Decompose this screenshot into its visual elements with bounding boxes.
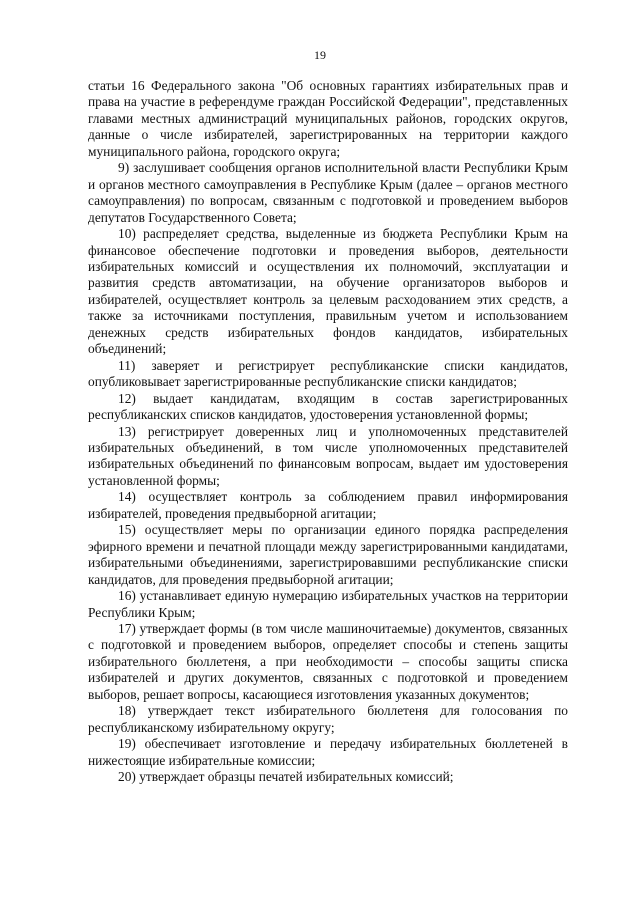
paragraph-item-20: 20) утверждает образцы печатей избирательных комиссий; — [118, 769, 454, 785]
paragraph-continuation: статьи 16 Федерального закона "Об основных гарантиях избирательных прав и права на участие в референдуме граждан Российской Федерации", представленных главами местных администраций муниципальных районов, городских округов, данные о числе избирателей, зарегистрированных на территории каждого муниципального района, городского округа; — [88, 78, 568, 159]
paragraph-item-16: 16) устанавливает единую нумерацию избирательных участков на территории Республики Крым; — [88, 588, 568, 620]
paragraph-item-17: 17) утверждает формы (в том числе машиночитаемые) документов, связанных с подготовкой и проведением выборов, определяет способы и степень защиты избирательного бюллетеня, а при необходимости – способы защиты списка избирателей и других документов, связанных с подготовкой и проведением выборов, решает вопросы, касающиеся изготовления указанных документов; — [88, 620, 568, 702]
paragraph-item-19: 19) обеспечивает изготовление и передачу избирательных бюллетеней в нижестоящие избирательные комиссии; — [88, 736, 568, 768]
paragraph-item-12: 12) выдает кандидатам, входящим в состав зарегистрированных республиканских списков кандидатов, удостоверения установленной формы; — [88, 390, 568, 423]
paragraph-item-10: 10) распределяет средства, выделенные из бюджета Республики Крым на финансовое обеспечение подготовки и проведения выборов, деятельности избирательных комиссий и осуществления их полномочий, эксплуатации и развития средств автоматизации, на обучение организаторов выборов и избирателей, осуществляет контроль за целевым расходованием этих средств, а также за источниками поступления, правильным учетом и использованием денежных средств избирательных фондов кандидатов, избирательных объединений; — [88, 226, 568, 357]
paragraph-item-14: 14) осуществляет контроль за соблюдением правил информирования избирателей, проведения предвыборной агитации; — [88, 489, 568, 521]
paragraph-item-13: 13) регистрирует доверенных лиц и уполномоченных представителей избирательных объединений, в том числе уполномоченных представителей избирательных объединений по финансовым вопросам, выдает им удостоверения установленной формы; — [88, 423, 568, 488]
document-body — [88, 78, 568, 785]
paragraph-item-11: 11) заверяет и регистрирует республиканские списки кандидатов, опубликовывает зарегистрированные республиканские списки кандидатов; — [88, 357, 568, 390]
paragraph-item-9: 9) заслушивает сообщения органов исполнительной власти Республики Крым и органов местного самоуправления в Республике Крым (далее – органов местного самоуправления) по вопросам, связанным с подготовкой и проведением выборов депутатов Государственного Совета; — [88, 160, 568, 225]
page-number: 19 — [314, 48, 326, 62]
paragraph-item-15: 15) осуществляет меры по организации единого порядка распределения эфирного времени и печатной площади между зарегистрированными кандидатами, избирательными объединениями, зарегистрировавшими республиканские списки кандидатов, для проведения предвыборной агитации; — [88, 522, 568, 587]
paragraph-item-18: 18) утверждает текст избирательного бюллетеня для голосования по республиканскому избирательному округу; — [88, 703, 568, 735]
